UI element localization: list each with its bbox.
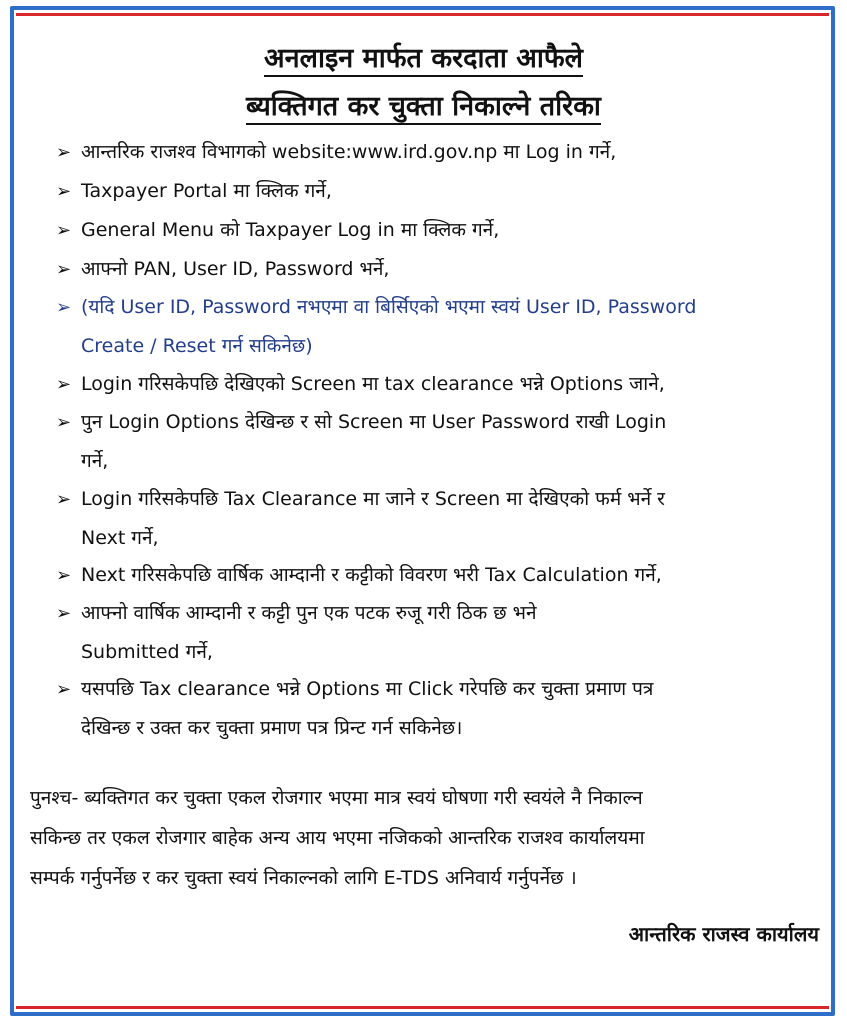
step-text: आफ्नो PAN, User ID, Password भर्ने, (81, 258, 390, 280)
step-item (56, 172, 826, 211)
step-item (56, 670, 826, 748)
step-text: पुन Login Options देखिन्छ र सो Screen मा User Password राखी Login (81, 411, 667, 433)
bullet-arrow-icon: ➢ (56, 259, 72, 280)
title-line-1: अनलाइन मार्फत करदाता आफैले (264, 43, 583, 77)
step-text: आन्तरिक राजश्व विभागको website:www.ird.gov.np मा Log in गर्ने, (81, 141, 617, 163)
step-item (56, 594, 826, 672)
bullet-arrow-icon: ➢ (56, 489, 72, 510)
step-text: आफ्नो वार्षिक आम्दानी र कट्टी पुन एक पटक रुजू गरी ठिक छ भने (81, 602, 537, 624)
step-text: यसपछि Tax clearance भन्ने Options मा Click गरेपछि कर चुक्ता प्रमाण पत्र (81, 678, 654, 700)
note-line: सम्पर्क गर्नुपर्नेछ र कर चुक्ता स्वयं निकाल्नको लागि E-TDS अनिवार्य गर्नुपर्नेछ । (30, 867, 577, 889)
step-item-note (56, 288, 826, 366)
step-text-continued: देखिन्छ र उक्त कर चुक्ता प्रमाण पत्र प्रिन्ट गर्न सकिनेछ। (81, 717, 463, 739)
step-item (56, 211, 826, 250)
step-text: Taxpayer Portal मा क्लिक गर्ने, (81, 180, 332, 202)
bullet-arrow-icon: ➢ (56, 297, 72, 318)
bottom-red-rule (16, 1006, 829, 1009)
step-text: Login गरिसकेपछि Tax Clearance मा जाने र Screen मा देखिएको फर्म भर्ने र (81, 488, 665, 510)
note-line: सकिन्छ तर एकल रोजगार बाहेक अन्य आय भएमा नजिकको आन्तरिक राजश्व कार्यालयमा (30, 827, 645, 849)
step-item (56, 556, 826, 595)
step-text: General Menu को Taxpayer Log in मा क्लिक गर्ने, (81, 219, 500, 241)
step-item (56, 365, 826, 404)
bullet-arrow-icon: ➢ (56, 181, 72, 202)
step-item (56, 403, 826, 481)
step-item (56, 250, 826, 289)
top-red-rule (16, 13, 829, 16)
bullet-arrow-icon: ➢ (56, 142, 72, 163)
note-line: पुनश्च- ब्यक्तिगत कर चुक्ता एकल रोजगार भएमा मात्र स्वयं घोषणा गरी स्वयंले नै निकाल्न (30, 787, 643, 809)
bullet-arrow-icon: ➢ (56, 374, 72, 395)
bullet-arrow-icon: ➢ (56, 679, 72, 700)
step-text: Next गरिसकेपछि वार्षिक आम्दानी र कट्टीको विवरण भरी Tax Calculation गर्ने, (81, 564, 662, 586)
step-text: Login गरिसकेपछि देखिएको Screen मा tax clearance भन्ने Options जाने, (81, 373, 665, 395)
bullet-arrow-icon: ➢ (56, 412, 72, 433)
step-item (56, 480, 826, 558)
step-text-continued: Next गर्ने, (81, 527, 159, 549)
issuer-signature: आन्तरिक राजस्व कार्यालय (628, 922, 819, 946)
document-title (0, 38, 847, 75)
step-text-continued: Submitted गर्ने, (81, 641, 213, 663)
bullet-arrow-icon: ➢ (56, 603, 72, 624)
step-text-continued: गर्ने, (81, 450, 109, 472)
step-text: (यदि User ID, Password नभएमा वा बिर्सिएको भएमा स्वयं User ID, Password (81, 296, 697, 318)
document-subtitle (0, 86, 847, 123)
bullet-arrow-icon: ➢ (56, 220, 72, 241)
title-line-2: ब्यक्तिगत कर चुक्ता निकाल्ने तरिका (246, 91, 601, 125)
step-item (56, 133, 826, 172)
step-text-continued: Create / Reset गर्न सकिनेछ) (81, 335, 313, 357)
bullet-arrow-icon: ➢ (56, 565, 72, 586)
